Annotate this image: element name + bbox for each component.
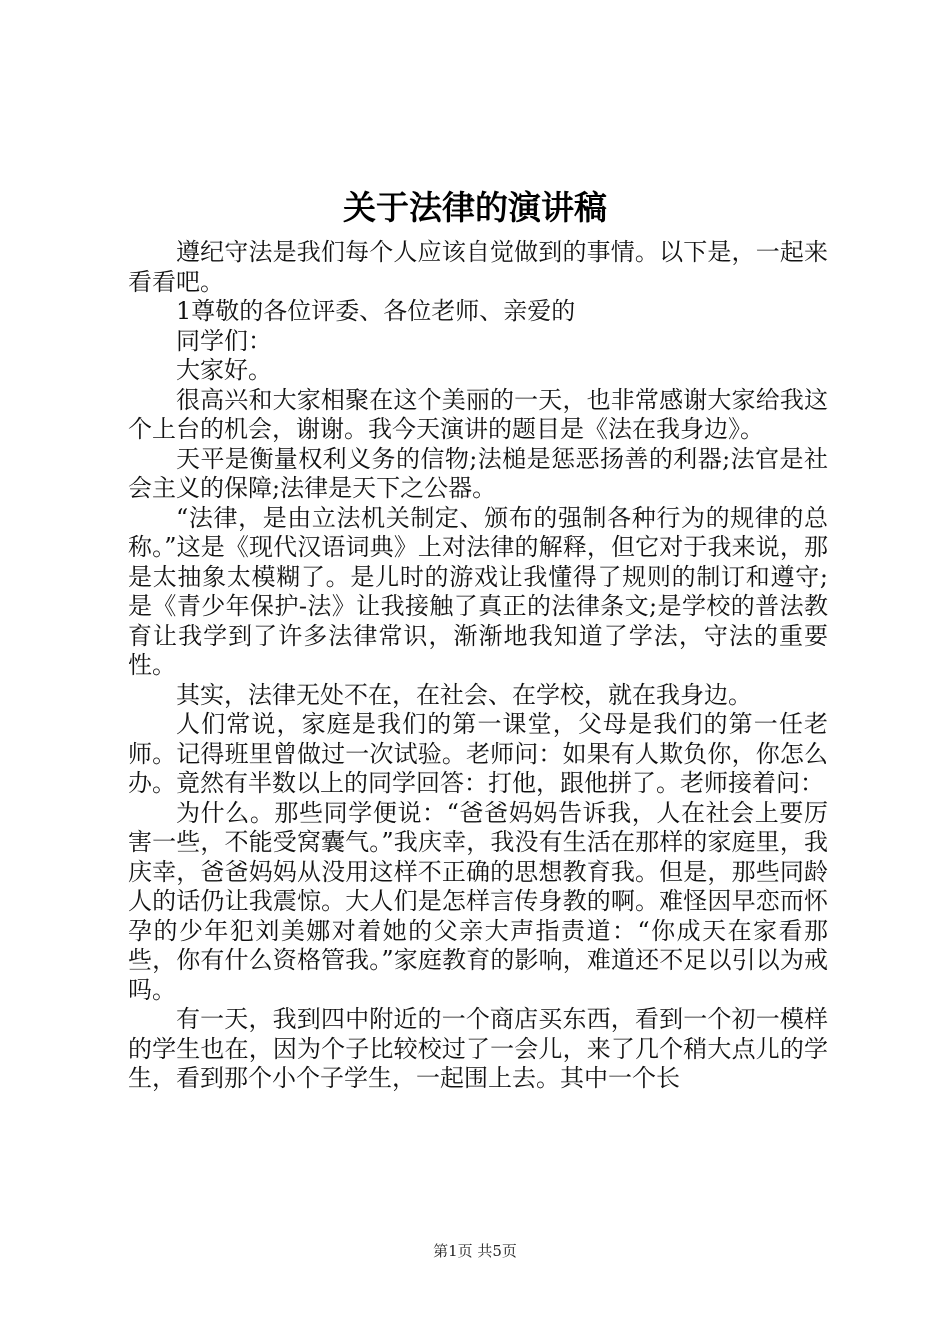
paragraph: 1尊敬的各位评委、各位老师、亲爱的 [176, 297, 576, 325]
paragraph: 其实，法律无处不在，在社会、在学校，就在我身边。 [176, 680, 752, 709]
document-body [128, 238, 828, 1094]
paragraph: 为什么。那些同学便说：“爸爸妈妈告诉我，人在社会上要厉害一些，不能受窝囊气。”我庆幸，我没有生活在那样的家庭里，我庆幸，爸爸妈妈从没用这样不正确的思想教育我。但是，那些同龄人的话仍让我震惊。大人们是怎样言传身教的啊。难怪因早恋而怀孕的少年犯刘美娜对着她的父亲大声指责道：“你成天在家看那些，你有什么资格管我。”家庭教育的影响，难道还不足以引以为戒吗。 [128, 798, 828, 1004]
paragraph: 天平是衡量权利义务的信物;法槌是惩恶扬善的利器;法官是社会主义的保障;法律是天下之公器。 [128, 444, 828, 502]
paragraph: 人们常说，家庭是我们的第一课堂，父母是我们的第一任老师。记得班里曾做过一次试验。老师问：如果有人欺负你，你怎么办。竟然有半数以上的同学回答：打他，跟他拼了。老师接着问： [128, 710, 828, 797]
page-number-footer: 第1页 共5页 [433, 1242, 517, 1260]
paragraph: 很高兴和大家相聚在这个美丽的一天，也非常感谢大家给我这个上台的机会，谢谢。我今天演讲的题目是《法在我身边》。 [128, 385, 828, 443]
paragraph: 遵纪守法是我们每个人应该自觉做到的事情。以下是，一起来看看吧。 [128, 238, 828, 296]
paragraph: “法律，是由立法机关制定、颁布的强制各种行为的规律的总称。”这是《现代汉语词典》上对法律的解释，但它对于我来说，那是太抽象太模糊了。是儿时的游戏让我懂得了规则的制订和遵守;是《青少年保护-法》让我接触了真正的法律条文;是学校的普法教育让我学到了许多法律常识，渐渐地我知道了学法，守法的重要性。 [128, 503, 828, 679]
document-title: 关于法律的演讲稿 [343, 188, 607, 227]
paragraph: 有一天，我到四中附近的一个商店买东西，看到一个初一模样的学生也在，因为个子比较校过了一会儿，来了几个稍大点儿的学生，看到那个小个子学生，一起围上去。其中一个长 [128, 1005, 828, 1092]
paragraph: 大家好。 [176, 356, 272, 384]
paragraph: 同学们： [176, 326, 272, 355]
